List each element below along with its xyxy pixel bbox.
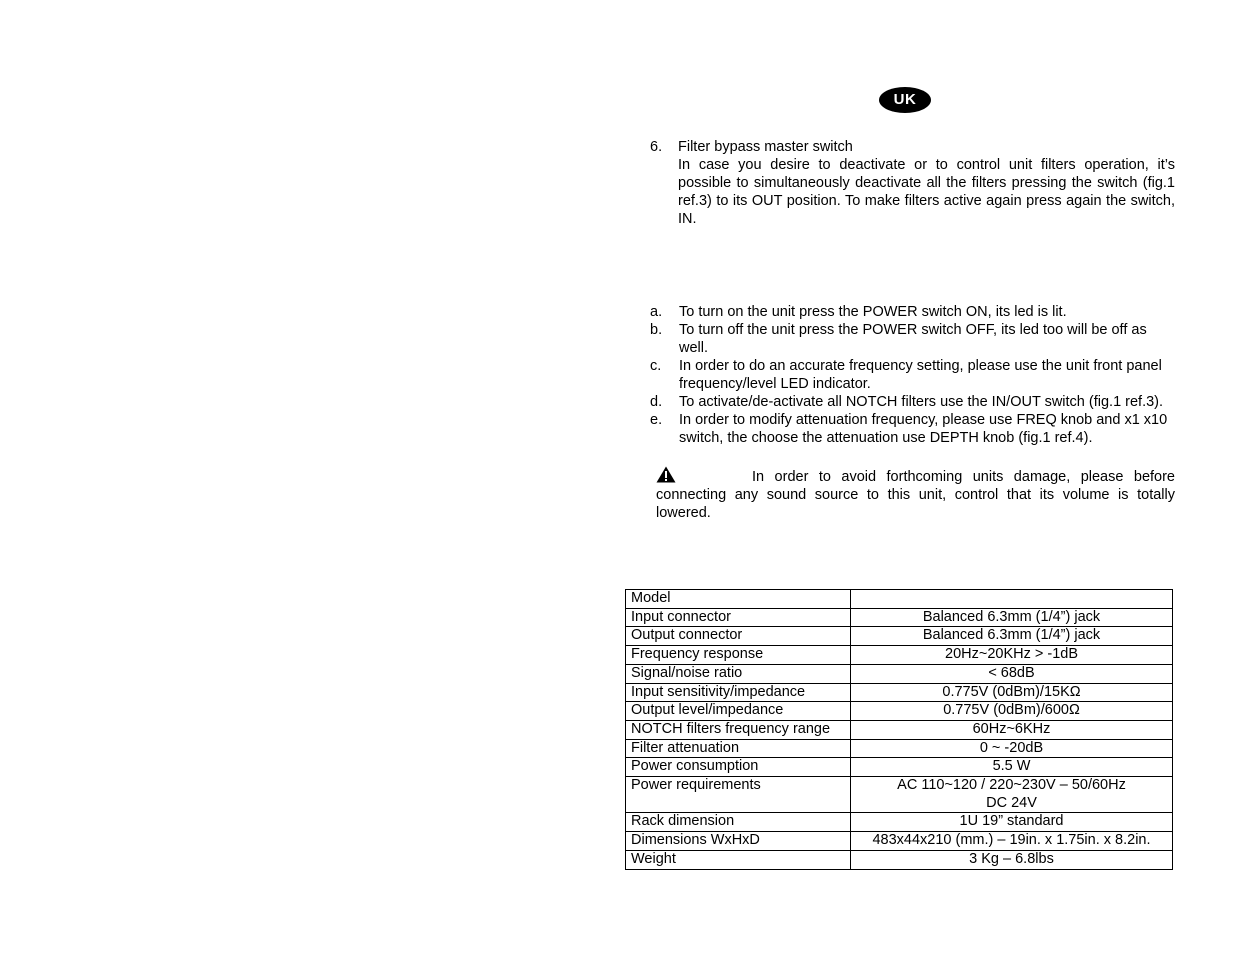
list-item — [650, 357, 1175, 393]
operation-list — [650, 303, 1175, 447]
table-row — [626, 850, 1173, 869]
warning-note — [656, 466, 1175, 522]
spec-label: Power consumption — [626, 758, 851, 777]
spec-label: Rack dimension — [626, 813, 851, 832]
warning-text: In order to avoid forthcoming units damage, please before connecting any sound source to this unit, control that its volume is totally lowered. — [656, 469, 1175, 521]
spec-label: Power requirements — [626, 777, 851, 813]
list-item-text: To turn on the unit press the POWER switch ON, its led is lit. — [679, 304, 1067, 320]
spec-label: Filter attenuation — [626, 739, 851, 758]
spec-value: 1U 19” standard — [851, 813, 1173, 832]
table-row — [626, 627, 1173, 646]
table-row — [626, 813, 1173, 832]
spec-label: Input sensitivity/impedance — [626, 683, 851, 702]
spec-label: Output level/impedance — [626, 702, 851, 721]
list-item — [650, 411, 1175, 447]
spec-value: 0.775V (0dBm)/600Ω — [851, 702, 1173, 721]
section-title: Filter bypass master switch — [678, 139, 853, 155]
table-row — [626, 608, 1173, 627]
list-item-text: In order to modify attenuation frequency, please use FREQ knob and x1 x10 switch, the choose the attenuation use DEPTH knob (fig.1 ref.4). — [679, 412, 1168, 446]
spec-value-line: DC 24V — [986, 794, 1037, 811]
spec-value — [851, 777, 1173, 813]
spec-value: 483x44x210 (mm.) – 19in. x 1.75in. x 8.2in. — [851, 832, 1173, 851]
specifications-table — [625, 589, 1173, 870]
spec-value: < 68dB — [851, 664, 1173, 683]
spec-value: 5.5 W — [851, 758, 1173, 777]
spec-label: Model — [626, 590, 851, 609]
spec-value: Balanced 6.3mm (1/4”) jack — [851, 608, 1173, 627]
table-row — [626, 739, 1173, 758]
list-item-text: In order to do an accurate frequency setting, please use the unit front panel frequency/level LED indicator. — [679, 358, 1162, 392]
list-item-text: To activate/de-activate all NOTCH filters use the IN/OUT switch (fig.1 ref.3). — [679, 394, 1164, 410]
list-item — [650, 303, 1175, 321]
list-item-text: To turn off the unit press the POWER switch OFF, its led too will be off as well. — [679, 322, 1147, 356]
spec-value: 20Hz~20KHz > -1dB — [851, 646, 1173, 665]
spec-value — [851, 590, 1173, 609]
spec-label: Weight — [626, 850, 851, 869]
table-row — [626, 664, 1173, 683]
spec-value: 3 Kg – 6.8lbs — [851, 850, 1173, 869]
language-badge: UK — [879, 87, 931, 113]
table-row — [626, 832, 1173, 851]
table-row — [626, 590, 1173, 609]
spec-label: Output connector — [626, 627, 851, 646]
table-row — [626, 683, 1173, 702]
section-heading — [650, 138, 1175, 156]
spec-value: 0 ~ -20dB — [851, 739, 1173, 758]
spec-label: Signal/noise ratio — [626, 664, 851, 683]
spec-label: NOTCH filters frequency range — [626, 720, 851, 739]
list-item — [650, 393, 1175, 411]
table-row — [626, 702, 1173, 721]
spec-label: Frequency response — [626, 646, 851, 665]
spec-value: 60Hz~6KHz — [851, 720, 1173, 739]
spec-label: Input connector — [626, 608, 851, 627]
table-row — [626, 758, 1173, 777]
spec-value-line: AC 110~120 / 220~230V – 50/60Hz — [897, 777, 1126, 794]
table-row — [626, 646, 1173, 665]
list-item-letter: d. — [650, 394, 663, 410]
section-number: 6. — [650, 139, 663, 155]
table-row — [626, 720, 1173, 739]
section-body: In case you desire to deactivate or to control unit filters operation, it’s possible to simultaneously deactivate all the filters pressing the switch (fig.1 ref.3) to its OUT position. To make filters active again press again the switch, IN. — [678, 157, 1175, 227]
list-item-letter: e. — [650, 412, 663, 428]
spec-value: Balanced 6.3mm (1/4”) jack — [851, 627, 1173, 646]
list-item-letter: b. — [650, 322, 663, 338]
list-item-letter: a. — [650, 304, 663, 320]
table-row — [626, 777, 1173, 813]
section-filter-bypass — [650, 138, 1175, 228]
spec-label: Dimensions WxHxD — [626, 832, 851, 851]
list-item-letter: c. — [650, 358, 662, 374]
list-item — [650, 321, 1175, 357]
warning-triangle-icon — [656, 466, 676, 483]
spec-value: 0.775V (0dBm)/15KΩ — [851, 683, 1173, 702]
